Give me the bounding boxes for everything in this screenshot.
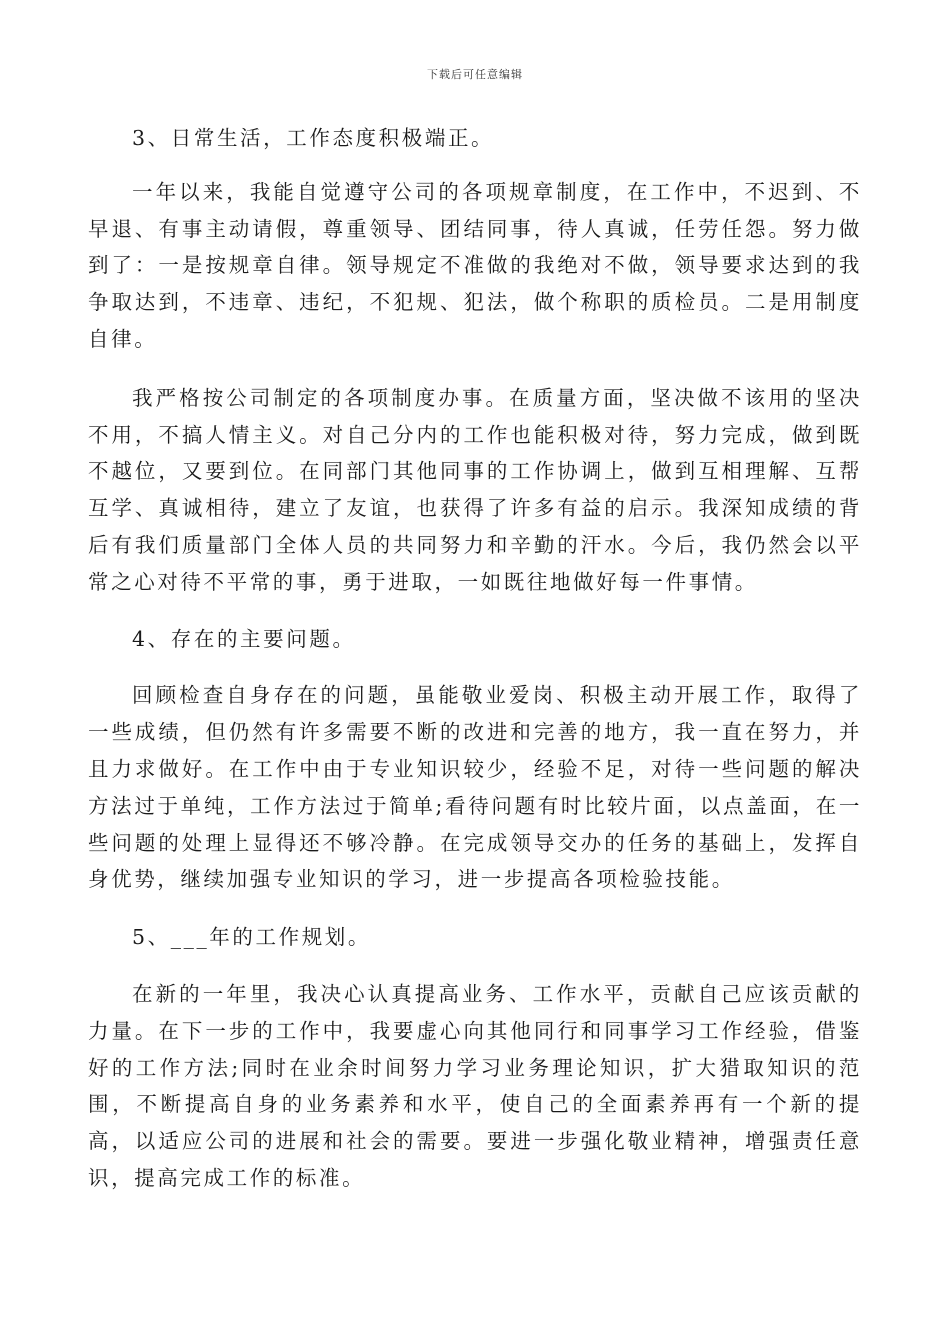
paragraph-discipline: 一年以来，我能自觉遵守公司的各项规章制度，在工作中，不迟到、不早退、有事主动请假，尊重领导、团结同事，待人真诚，任劳任怨。努力做到了：一是按规章自律。领导规定不准做的我绝对不做，领导要求达到的我争取达到，不违章、违纪，不犯规、犯法，做个称职的质检员。二是用制度自律。 bbox=[88, 179, 862, 351]
paragraph-plan: 在新的一年里，我决心认真提高业务、工作水平，贡献自己应该贡献的力量。在下一步的工作中，我要虚心向其他同行和同事学习工作经验，借鉴好的工作方法;同时在业余时间努力学习业务理论知识，扩大猎取知识的范围，不断提高自身的业务素养和水平，使自己的全面素养再有一个新的提高，以适应公司的进展和社会的需要。要进一步强化敬业精神，增强责任意识，提高完成工作的标准。 bbox=[88, 981, 862, 1190]
section-heading-daily-life: 3、日常生活，工作态度积极端正。 bbox=[132, 126, 495, 150]
section-heading-plan: 5、___年的工作规划。 bbox=[132, 925, 371, 950]
page-header: 下载后可任意编辑 bbox=[427, 68, 523, 81]
paragraph-problems: 回顾检查自身存在的问题，虽能敬业爱岗、积极主动开展工作，取得了一些成绩，但仍然有许多需要不断的改进和完善的地方，我一直在努力，并且力求做好。在工作中由于专业知识较少，经验不足，对待一些问题的解决方法过于单纯，工作方法过于简单;看待问题有时比较片面，以点盖面，在一些问题的处理上显得还不够冷静。在完成领导交办的任务的基础上，发挥自身优势，继续加强专业知识的学习，进一步提高各项检验技能。 bbox=[88, 683, 862, 892]
paragraph-rules: 我严格按公司制定的各项制度办事。在质量方面，坚决做不该用的坚决不用，不搞人情主义。对自己分内的工作也能积极对待，努力完成，做到既不越位，又要到位。在同部门其他同事的工作协调上，做到互相理解、互帮互学、真诚相待，建立了友谊，也获得了许多有益的启示。我深知成绩的背后有我们质量部门全体人员的共同努力和辛勤的汗水。今后，我仍然会以平常之心对待不平常的事，勇于进取，一如既往地做好每一件事情。 bbox=[88, 385, 862, 594]
document-body bbox=[88, 120, 862, 1197]
section-heading-problems: 4、存在的主要问题。 bbox=[132, 626, 356, 651]
